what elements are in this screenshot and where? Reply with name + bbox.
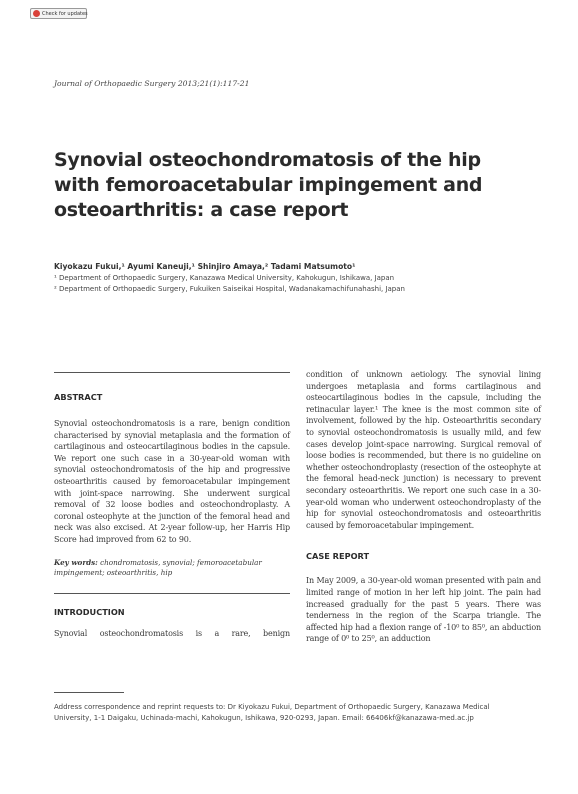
correspondence-footnote: Address correspondence and reprint requests to: Dr Kiyokazu Fukui, Department of Orthopaedic Surgery, Kanazawa Medical University, 1-1 Daigaku, Uchinada-machi, Kahokugun, Ishikawa, 920-0293, Japan. Email: 66406kf@kanazawa-med.ac.jp xyxy=(54,703,490,722)
author-list: Kiyokazu Fukui,¹ Ayumi Kaneuji,¹ Shinjiro Amaya,² Tadami Matsumoto¹ xyxy=(54,262,356,271)
abstract-top-rule xyxy=(54,372,290,373)
abstract-text: Synovial osteochondromatosis is a rare, benign condition characterised by synovial metaplasia and the formation of cartilaginous and osteocartilaginous bodies in the capsule. We report one such case in a 30-year-old woman with synovial osteochondromatosis of the hip and progressive osteoarthritis caused by femoroacetabular impingement with joint-space narrowing. She underwent surgical removal of 32 loose bodies and osteochondroplasty. A coronal osteophyte at the junction of the femoral head and neck was also excised. At 2-year follow-up, her Harris Hip Score had improved from 62 to 90. xyxy=(54,419,290,544)
left-column xyxy=(54,392,290,639)
right-column xyxy=(306,369,541,645)
keywords-label: Key words: xyxy=(54,557,98,567)
update-icon xyxy=(33,10,40,17)
title-line: with femoroacetabular impingement and xyxy=(54,174,483,196)
keywords-text: chondromatosis, synovial; femoroacetabular impingement; osteoarthritis, hip xyxy=(54,557,262,577)
affiliation: ² Department of Orthopaedic Surgery, Fukuiken Saiseikai Hospital, Wadanakamachifunahashi, Japan xyxy=(54,285,405,293)
abstract-heading: ABSTRACT xyxy=(54,392,103,402)
introduction-text-start: Synovial osteochondromatosis is a rare, benign xyxy=(54,628,290,638)
case-report-text: In May 2009, a 30-year-old woman presented with pain and limited range of motion in her left hip joint. The pain had increased gradually for the past 5 years. There was tenderness in the region of the Scarpa triangle. The affected hip had a flexion range of -10⁰ to 85⁰, an abduction range of 0⁰ to 25⁰, an adduction xyxy=(306,576,541,644)
title-line: osteoarthritis: a case report xyxy=(54,199,349,221)
journal-citation: Journal of Orthopaedic Surgery 2013;21(1):117-21 xyxy=(54,79,250,88)
footnote-rule xyxy=(54,692,124,693)
affiliation: ¹ Department of Orthopaedic Surgery, Kanazawa Medical University, Kahokugun, Ishikawa, Japan xyxy=(54,274,395,282)
case-report-heading: CASE REPORT xyxy=(306,551,370,562)
keywords xyxy=(54,558,290,578)
title-line: Synovial osteochondromatosis of the hip xyxy=(54,149,481,171)
introduction-text-continued: condition of unknown aetiology. The synovial lining undergoes metaplasia and forms cartilaginous and osteocartilaginous bodies in the capsule, including the retinacular layer.¹ The knee is the most common site of involvement, followed by the hip. Osteoarthritis secondary to synovial osteochondromatosis is usually mild, and few cases develop joint-space narrowing. Surgical removal of loose bodies is recommended, but there is no guideline on whether osteochondroplasty (resection of the osteophyte at the femoral head-neck junction) is necessary to prevent secondary osteoarthritis. We report one such case in a 30-year-old woman who underwent osteochondroplasty of the hip for synovial osteochondromatosis and osteoarthritis caused by femoroacetabular impingement. xyxy=(306,370,541,530)
badge-label: Check for updates xyxy=(42,10,88,17)
introduction-heading: INTRODUCTION xyxy=(54,606,125,617)
article-title xyxy=(54,148,534,223)
check-for-updates-badge[interactable] xyxy=(30,8,87,19)
section-rule xyxy=(54,593,290,594)
